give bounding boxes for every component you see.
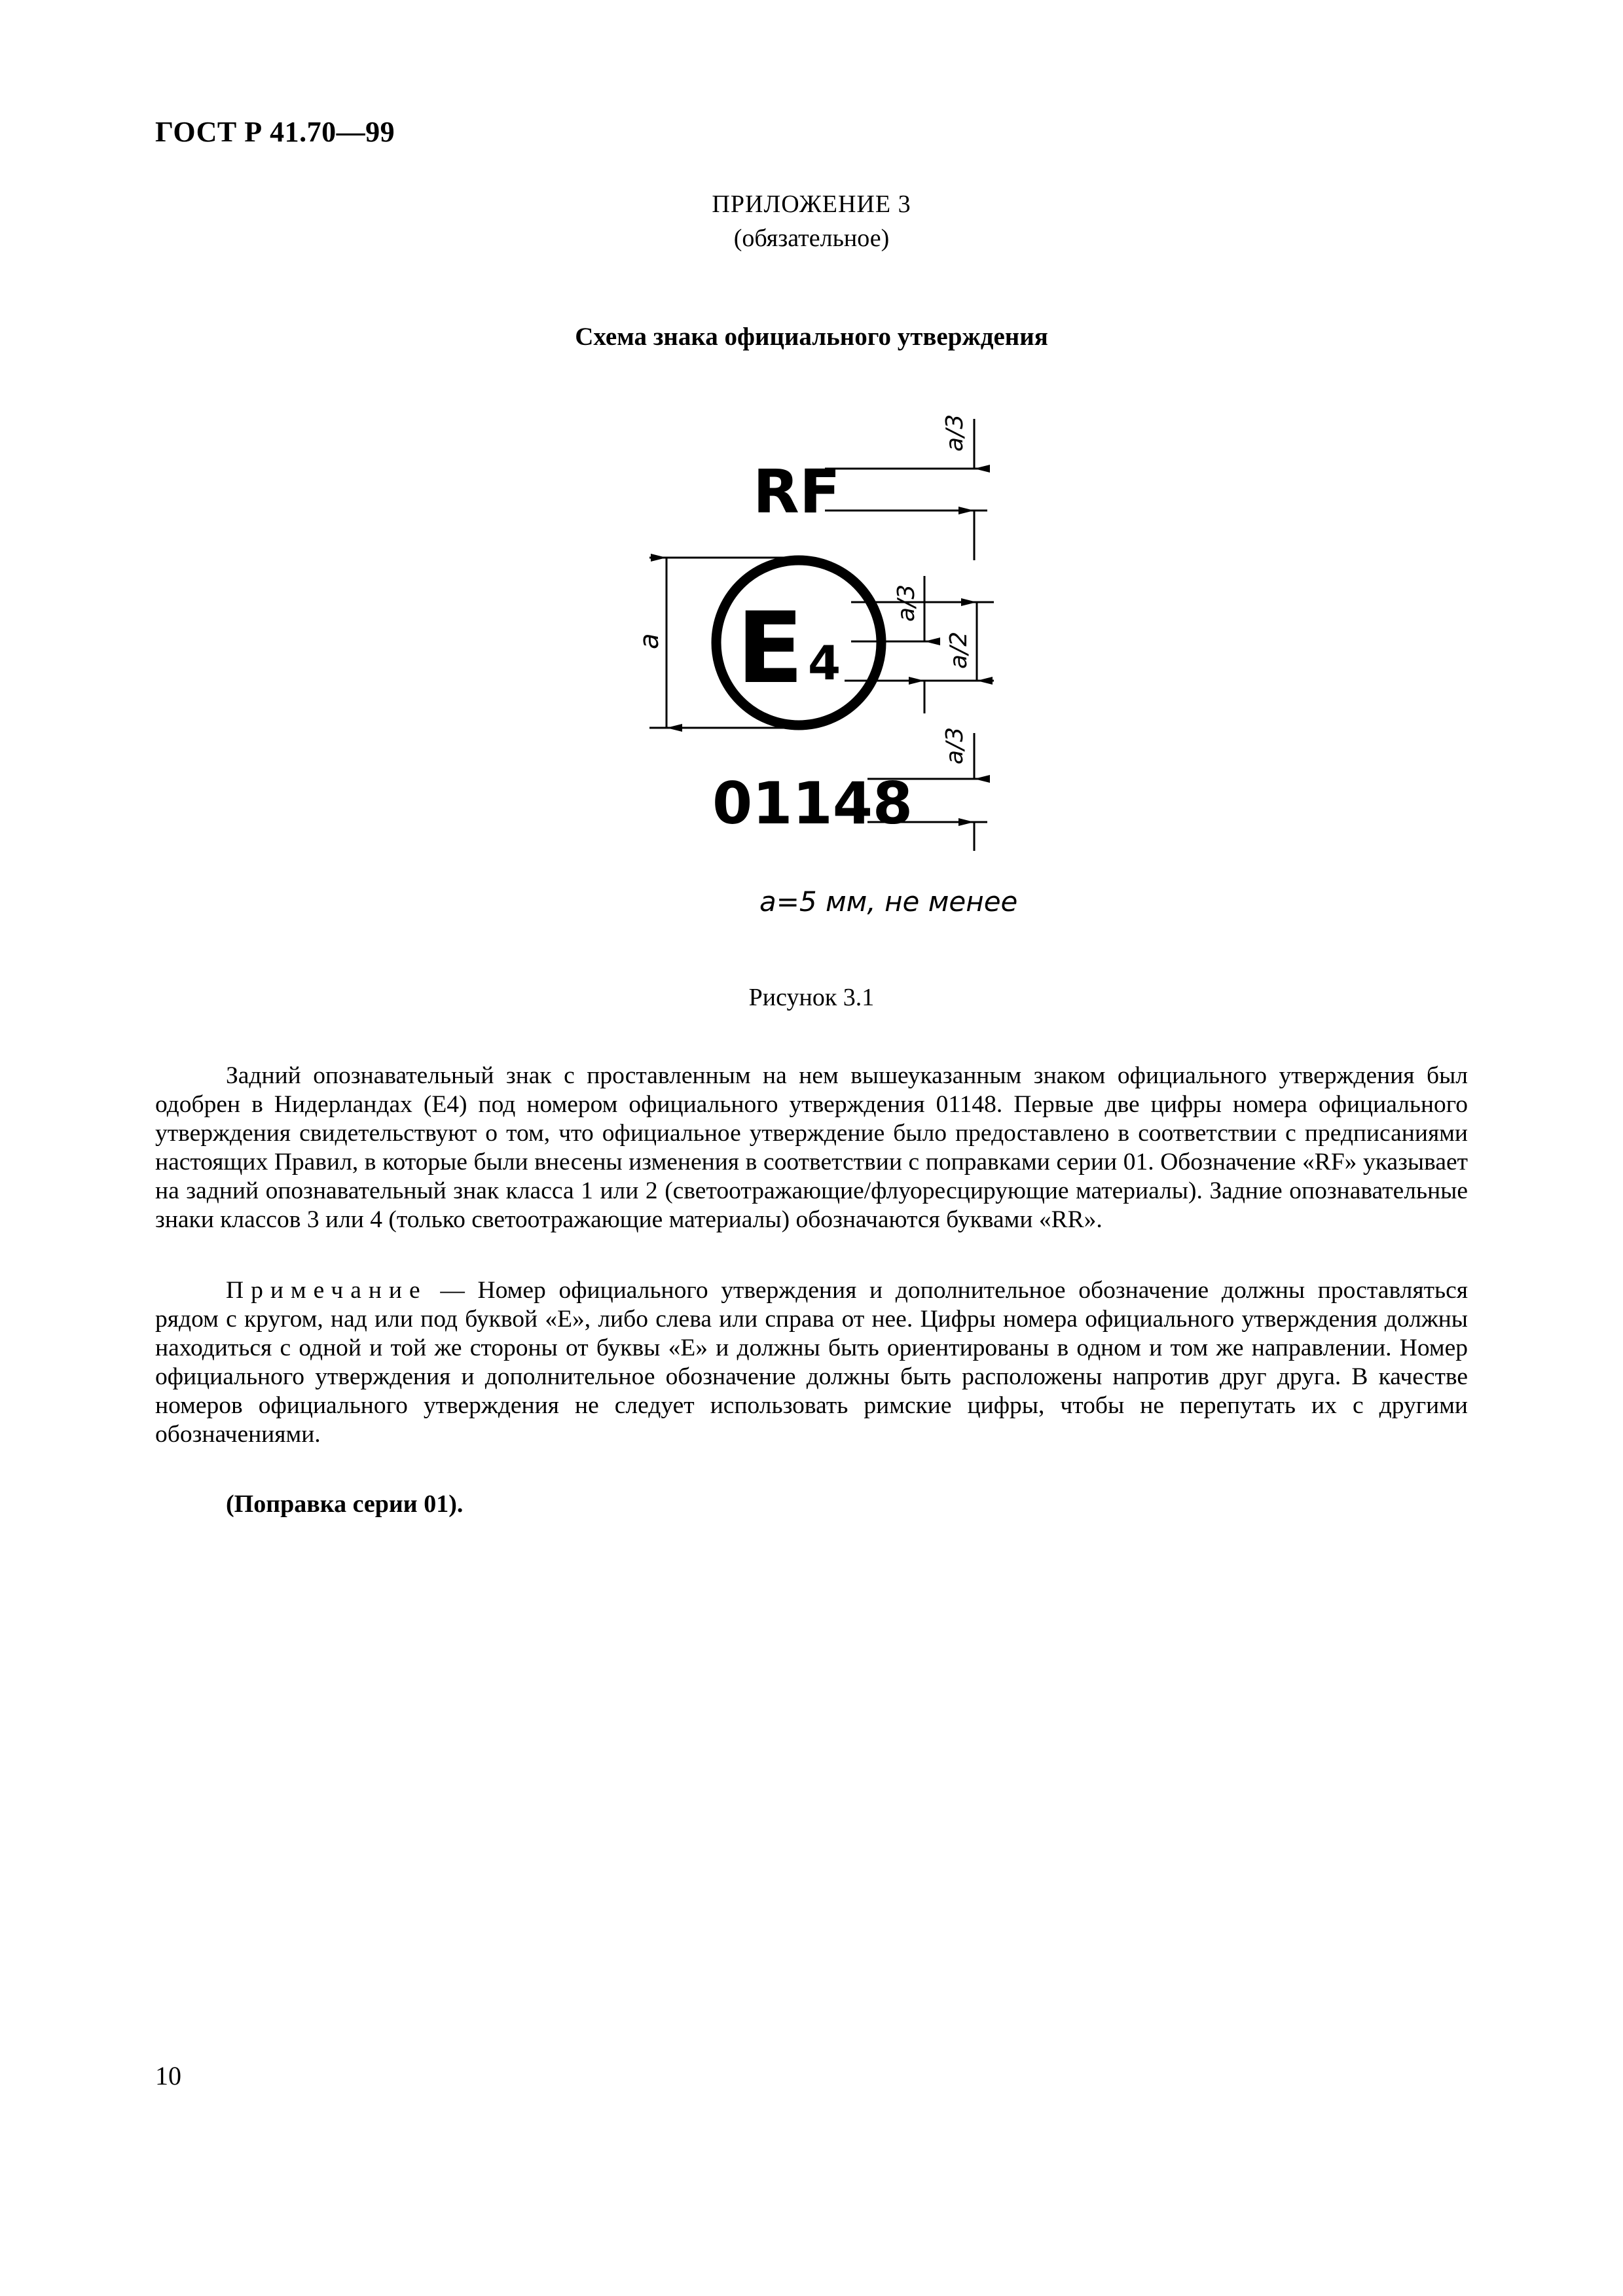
dim-label-a3-mid: a/3 [893, 584, 920, 622]
figure-caption: Рисунок 3.1 [748, 984, 875, 1011]
body-paragraph: Задний опознавательный знак с проставленным на нем вышеуказанным знаком официального утверждения был одобрен в Нидерландах (E4) под номером официального утверждения 01148. Первые две цифры номера официального утверждения свидетельствуют о том, что официальное утверждение было предоставлено в соответствии с предписаниями настоящих Правил, в которые были внесены изменения в соответствии с поправками серии 01. Обозначение «RF» указывает на задний опознавательный знак класса 1 или 2 (светоотражающие/флуоресцирующие материалы). Задние опознавательные знаки классов 3 или 4 (только светоотражающие материалы) обозначаются буквами «RR». [155, 1062, 1468, 1233]
appendix-title: ПРИЛОЖЕНИЕ 3 [712, 190, 911, 218]
dim-label-a2: a/2 [945, 631, 972, 669]
document-code: ГОСТ Р 41.70—99 [155, 116, 395, 148]
rf-label: RF [753, 457, 841, 527]
dim-label-a3-bottom: a/3 [941, 726, 968, 764]
dim-label-a3-top: a/3 [941, 414, 968, 452]
appendix-subtitle: (обязательное) [733, 224, 890, 252]
e-letter: E [737, 592, 804, 706]
amendment-reference: (Поправка серии 01). [226, 1490, 464, 1518]
note-label: Примечание [226, 1277, 428, 1304]
e-number: 4 [808, 636, 841, 691]
page-number: 10 [155, 2061, 181, 2090]
scheme-title: Схема знака официального утверждения [575, 323, 1048, 351]
note-text: — Номер официального утверждения и дополнительное обозначение должны проставляться рядом с кругом, над или под буквой «E», либо слева или справа от нее. Цифры номера официального утверждения должны находиться с одной и той же стороны от буквы «E» и должны быть ориентированы в одном и том же направлении. Номер официального утверждения и дополнительное обозначение должны быть расположены напротив друг друга. В качестве номеров официального утверждения не следует использовать римские цифры, чтобы не перепутать их с другими обозначениями. [155, 1277, 1468, 1448]
dim-label-a: a [634, 633, 665, 649]
size-note: a=5 мм, не менее [759, 886, 1018, 918]
note-paragraph [155, 1276, 1468, 1449]
approval-number: 01148 [712, 770, 913, 837]
